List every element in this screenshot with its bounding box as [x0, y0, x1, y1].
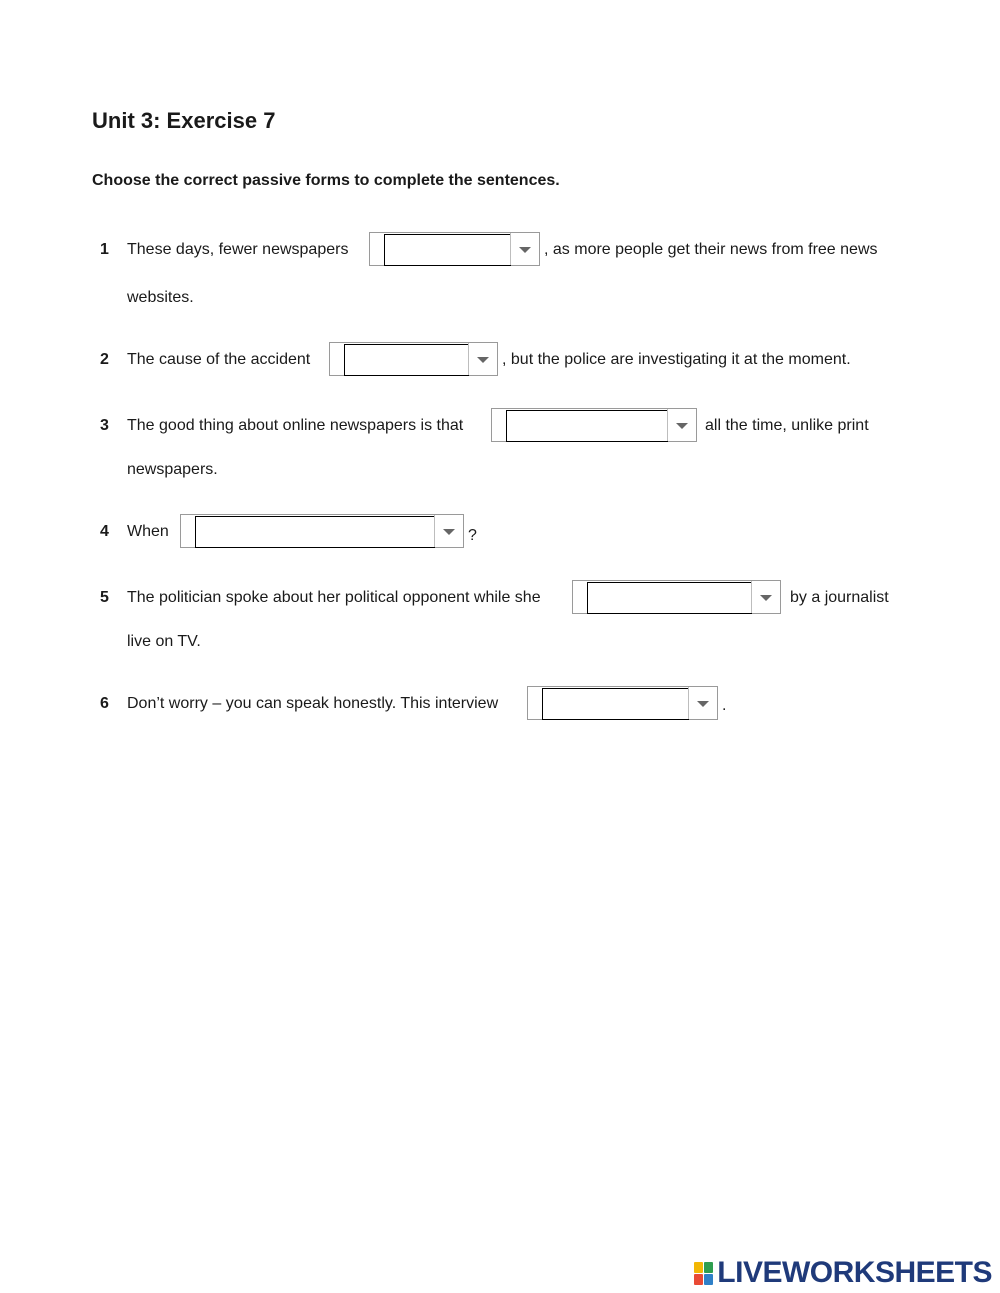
question-text-continued: newspapers. — [127, 461, 218, 478]
question-text-before: The good thing about online newspapers is that — [127, 417, 464, 434]
question-text-before: When — [127, 523, 169, 540]
question-text-after: all the time, unlike print — [705, 417, 869, 434]
chevron-down-icon[interactable] — [434, 515, 463, 547]
liveworksheets-logo — [694, 1256, 992, 1290]
exercise-title: Unit 3: Exercise 7 — [92, 108, 276, 133]
question-text-before: Don’t worry – you can speak honestly. This interview — [127, 695, 499, 712]
answer-dropdown-6[interactable] — [527, 686, 718, 720]
answer-dropdown-3[interactable] — [491, 408, 697, 442]
question-number: 6 — [100, 695, 109, 712]
question-text-continued: websites. — [127, 289, 194, 306]
answer-input[interactable] — [542, 688, 689, 720]
question-text-after: , but the police are investigating it at the moment. — [502, 351, 851, 368]
question-text-after: . — [722, 697, 727, 714]
chevron-down-icon[interactable] — [667, 409, 696, 441]
answer-input[interactable] — [195, 516, 435, 548]
question-text-before: The cause of the accident — [127, 351, 311, 368]
question-text-before: These days, fewer newspapers — [127, 241, 349, 258]
chevron-down-icon[interactable] — [510, 233, 539, 265]
logo-blocks-icon — [694, 1262, 713, 1285]
instruction-text: Choose the correct passive forms to complete the sentences. — [92, 172, 560, 189]
question-text-before: The politician spoke about her political opponent while she — [127, 589, 541, 606]
logo-block — [694, 1274, 703, 1285]
question-number: 1 — [100, 241, 109, 258]
answer-input[interactable] — [506, 410, 668, 442]
answer-input[interactable] — [344, 344, 469, 376]
logo-block — [704, 1262, 713, 1273]
question-number: 2 — [100, 351, 109, 368]
answer-dropdown-4[interactable] — [180, 514, 464, 548]
question-text-after: ? — [468, 527, 477, 544]
question-text-continued: live on TV. — [127, 633, 201, 650]
answer-dropdown-2[interactable] — [329, 342, 498, 376]
question-number: 3 — [100, 417, 109, 434]
chevron-down-icon[interactable] — [751, 581, 780, 613]
chevron-down-icon[interactable] — [688, 687, 717, 719]
question-text-after: by a journalist — [790, 589, 889, 606]
logo-text: LIVEWORKSHEETS — [717, 1256, 992, 1289]
logo-block — [694, 1262, 703, 1273]
answer-input[interactable] — [587, 582, 752, 614]
question-number: 5 — [100, 589, 109, 606]
answer-dropdown-5[interactable] — [572, 580, 781, 614]
chevron-down-icon[interactable] — [468, 343, 497, 375]
answer-dropdown-1[interactable] — [369, 232, 540, 266]
answer-input[interactable] — [384, 234, 511, 266]
logo-block — [704, 1274, 713, 1285]
question-text-after: , as more people get their news from free news — [544, 241, 878, 258]
question-number: 4 — [100, 523, 109, 540]
